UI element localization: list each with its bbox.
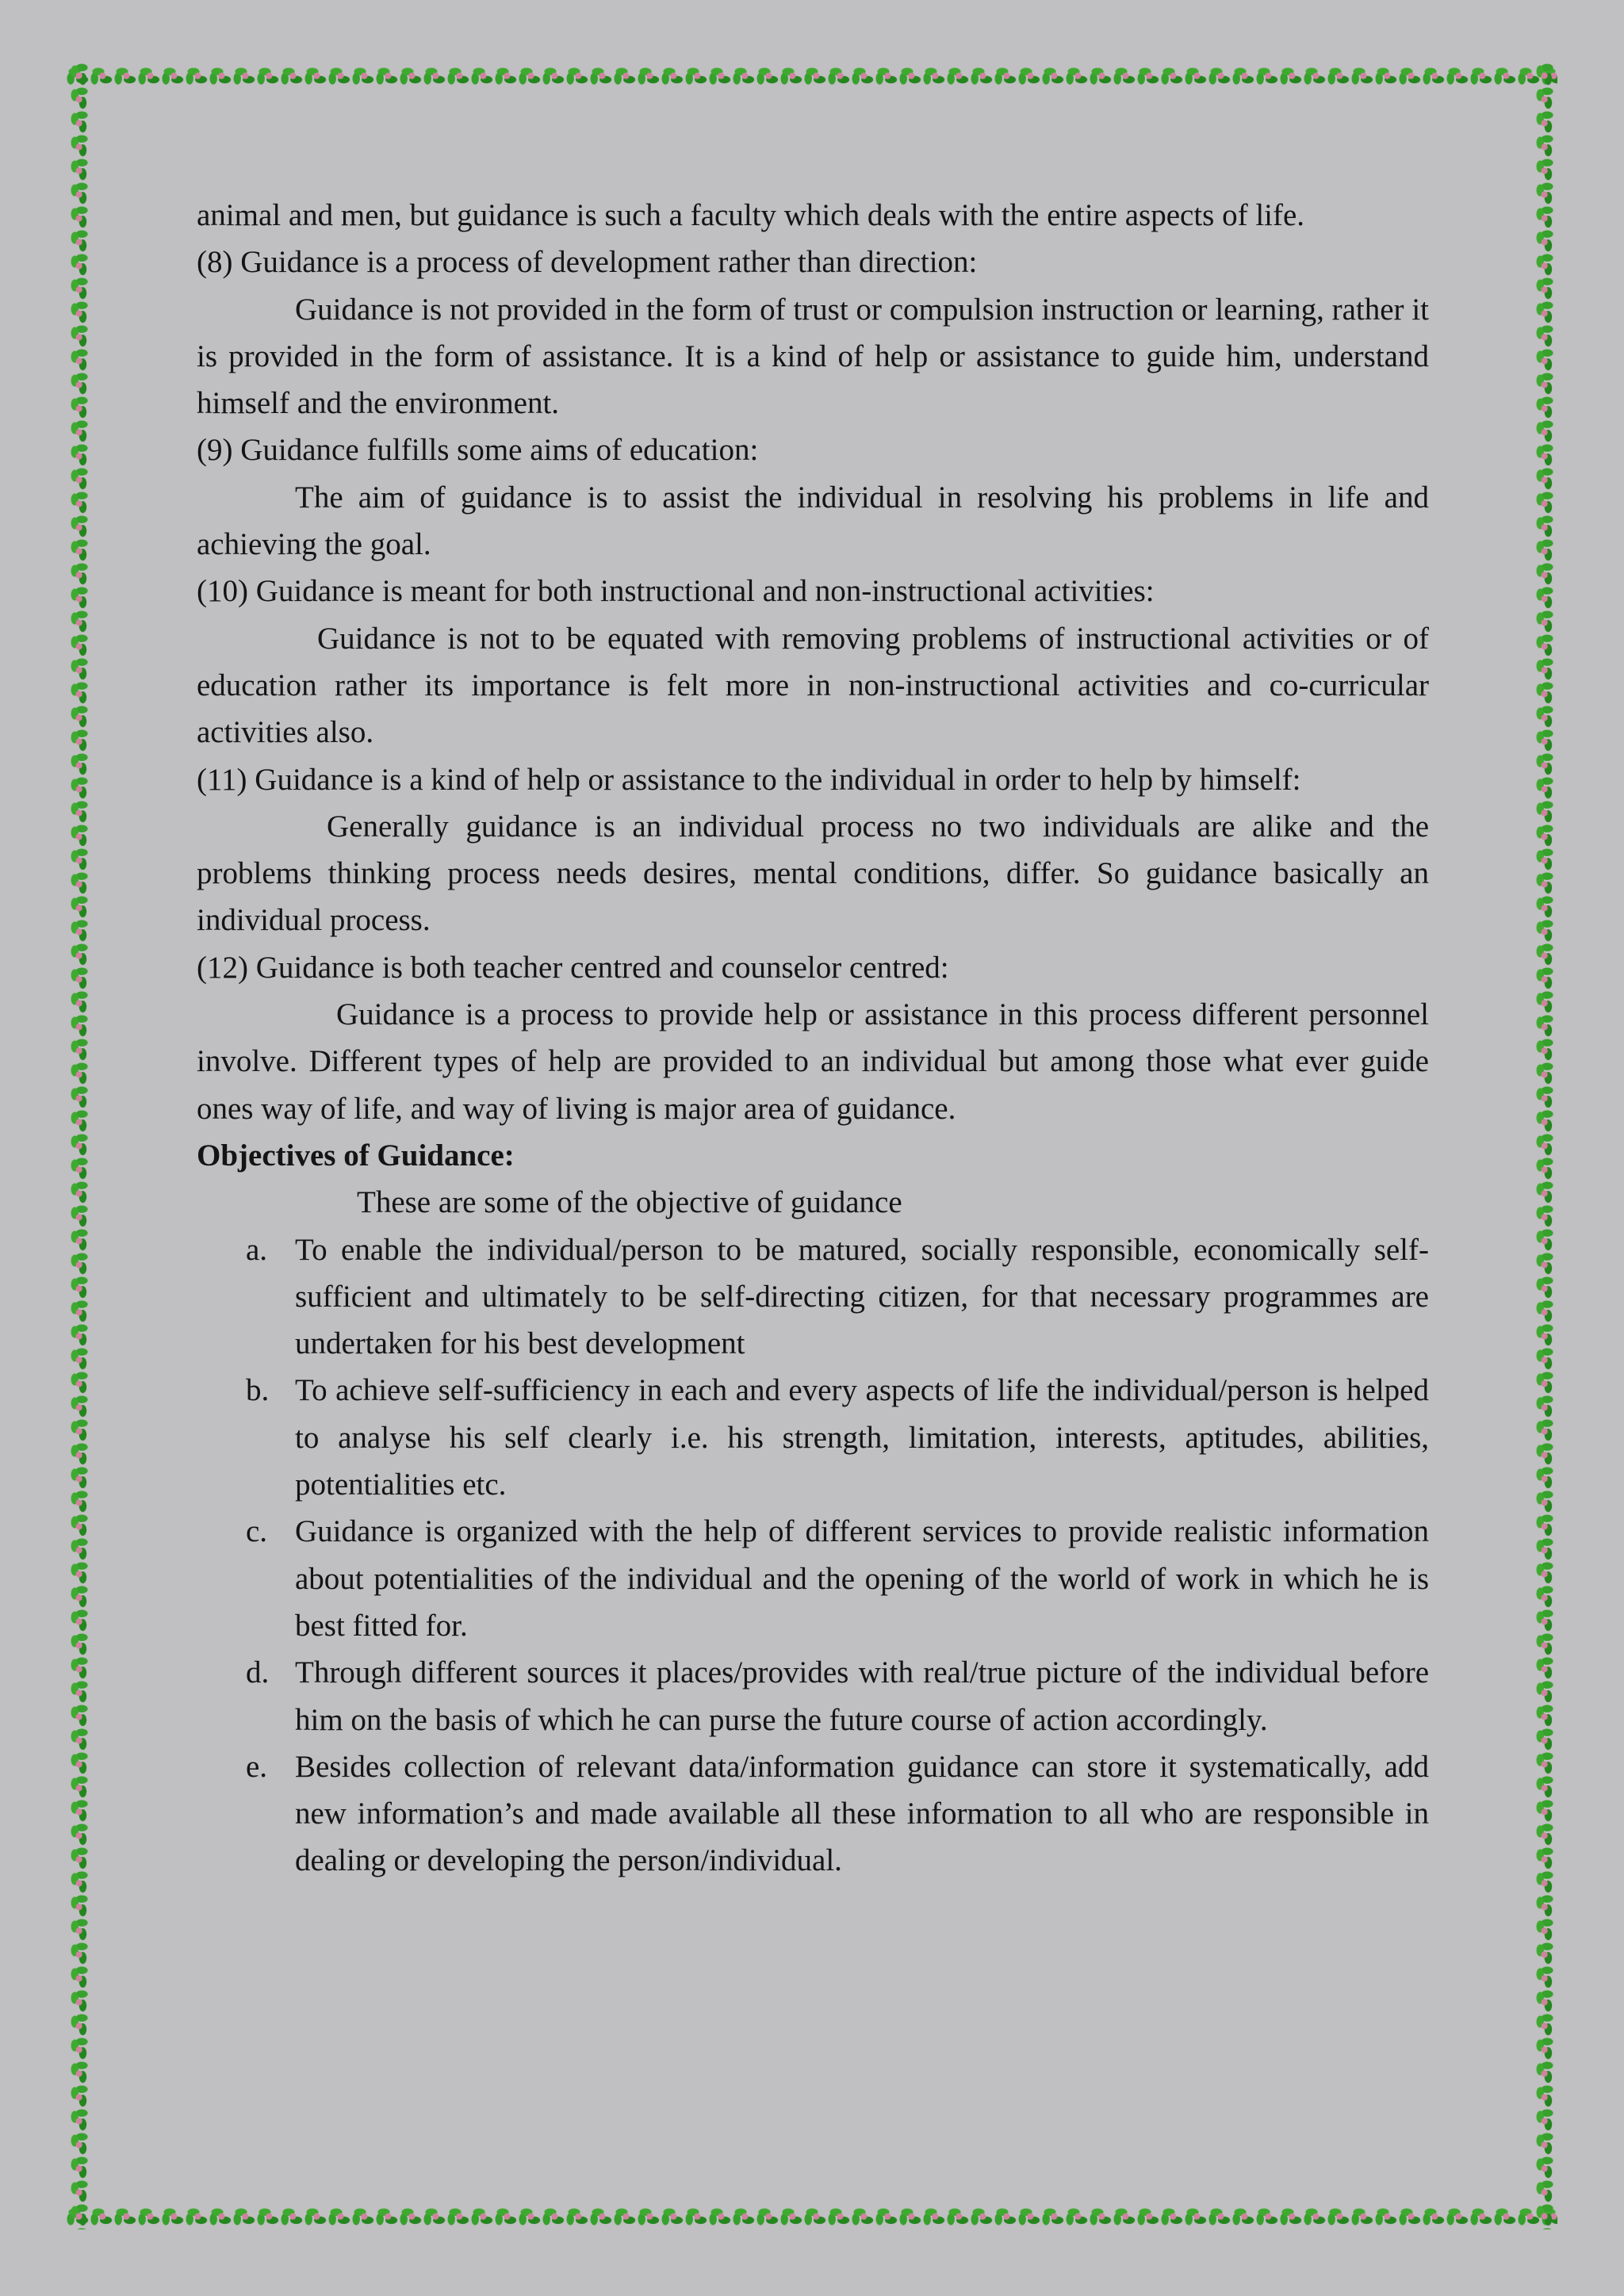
page-text: [197, 192, 1429, 1885]
section-body-9: The aim of guidance is to assist the individual in resolving his problems in life and achieving the goal.: [197, 480, 1429, 562]
section-heading-12: (12) Guidance is both teacher centred and counselor centred:: [197, 950, 949, 985]
section-heading-9: (9) Guidance fulfills some aims of education:: [197, 433, 759, 468]
section-body-8: Guidance is not provided in the form of trust or compulsion instruction or learning, rather it is provided in the form of assistance. It is a kind of help or assistance to guide him, understand himself and the environment.: [197, 292, 1429, 421]
holly-border-bottom: [65, 2202, 1557, 2229]
objective-item-b: [197, 1367, 1429, 1508]
holly-border-right: [1530, 62, 1557, 2229]
objectives-list: [197, 1226, 1429, 1885]
section-heading-8: (8) Guidance is a process of development rather than direction:: [197, 245, 978, 280]
holly-border-left: [65, 62, 92, 2229]
section-body-12: Guidance is a process to provide help or assistance in this process different personnel involve. Different types of help are provided to an individual but among those what ever guide ones way of life, and way of living is major area of guidance.: [197, 997, 1429, 1126]
objective-text: To enable the individual/person to be matured, socially responsible, economically self-sufficient and ultimately to be self-directing citizen, for that necessary programmes are undertaken for his best development: [295, 1232, 1429, 1361]
section-heading-10: (10) Guidance is meant for both instructional and non-instructional activities:: [197, 574, 1155, 609]
objective-item-e: [197, 1743, 1429, 1885]
list-marker: c.: [246, 1514, 268, 1549]
holly-border-top: [65, 62, 1557, 89]
list-marker: e.: [246, 1749, 268, 1784]
list-marker: a.: [246, 1232, 268, 1267]
objective-text: To achieve self-sufficiency in each and every aspects of life the individual/person is helped to analyse his self clearly i.e. his strength, limitation, interests, aptitudes, abilities, potentialities etc.: [295, 1373, 1429, 1502]
objective-text: Besides collection of relevant data/information guidance can store it systematically, add new information’s and made available all these information to all who are responsible in dealing or developing the person/individual.: [295, 1749, 1429, 1878]
objective-text: Through different sources it places/provides with real/true picture of the individual before him on the basis of which he can purse the future course of action accordingly.: [295, 1655, 1429, 1737]
opening-paragraph: animal and men, but guidance is such a faculty which deals with the entire aspects of life.: [197, 198, 1305, 232]
objective-item-c: [197, 1508, 1429, 1649]
objective-text: Guidance is organized with the help of different services to provide realistic information about potentialities of the individual and the opening of the world of work in which he is best fitted for.: [295, 1514, 1429, 1643]
list-marker: b.: [246, 1373, 270, 1408]
objective-item-d: [197, 1649, 1429, 1743]
section-body-10: Guidance is not to be equated with removing problems of instructional activities or of education rather its importance is felt more in non-instructional activities and co-curricular activities also.: [197, 621, 1429, 750]
list-marker: d.: [246, 1655, 270, 1690]
objectives-intro: These are some of the objective of guidance: [357, 1185, 902, 1220]
objectives-heading: Objectives of Guidance:: [197, 1138, 515, 1173]
section-body-11: Generally guidance is an individual process no two individuals are alike and the problems thinking process needs desires, mental conditions, differ. So guidance basically an individual process.: [197, 809, 1429, 938]
objective-item-a: [197, 1226, 1429, 1368]
section-heading-11: (11) Guidance is a kind of help or assistance to the individual in order to help by himself:: [197, 762, 1301, 797]
